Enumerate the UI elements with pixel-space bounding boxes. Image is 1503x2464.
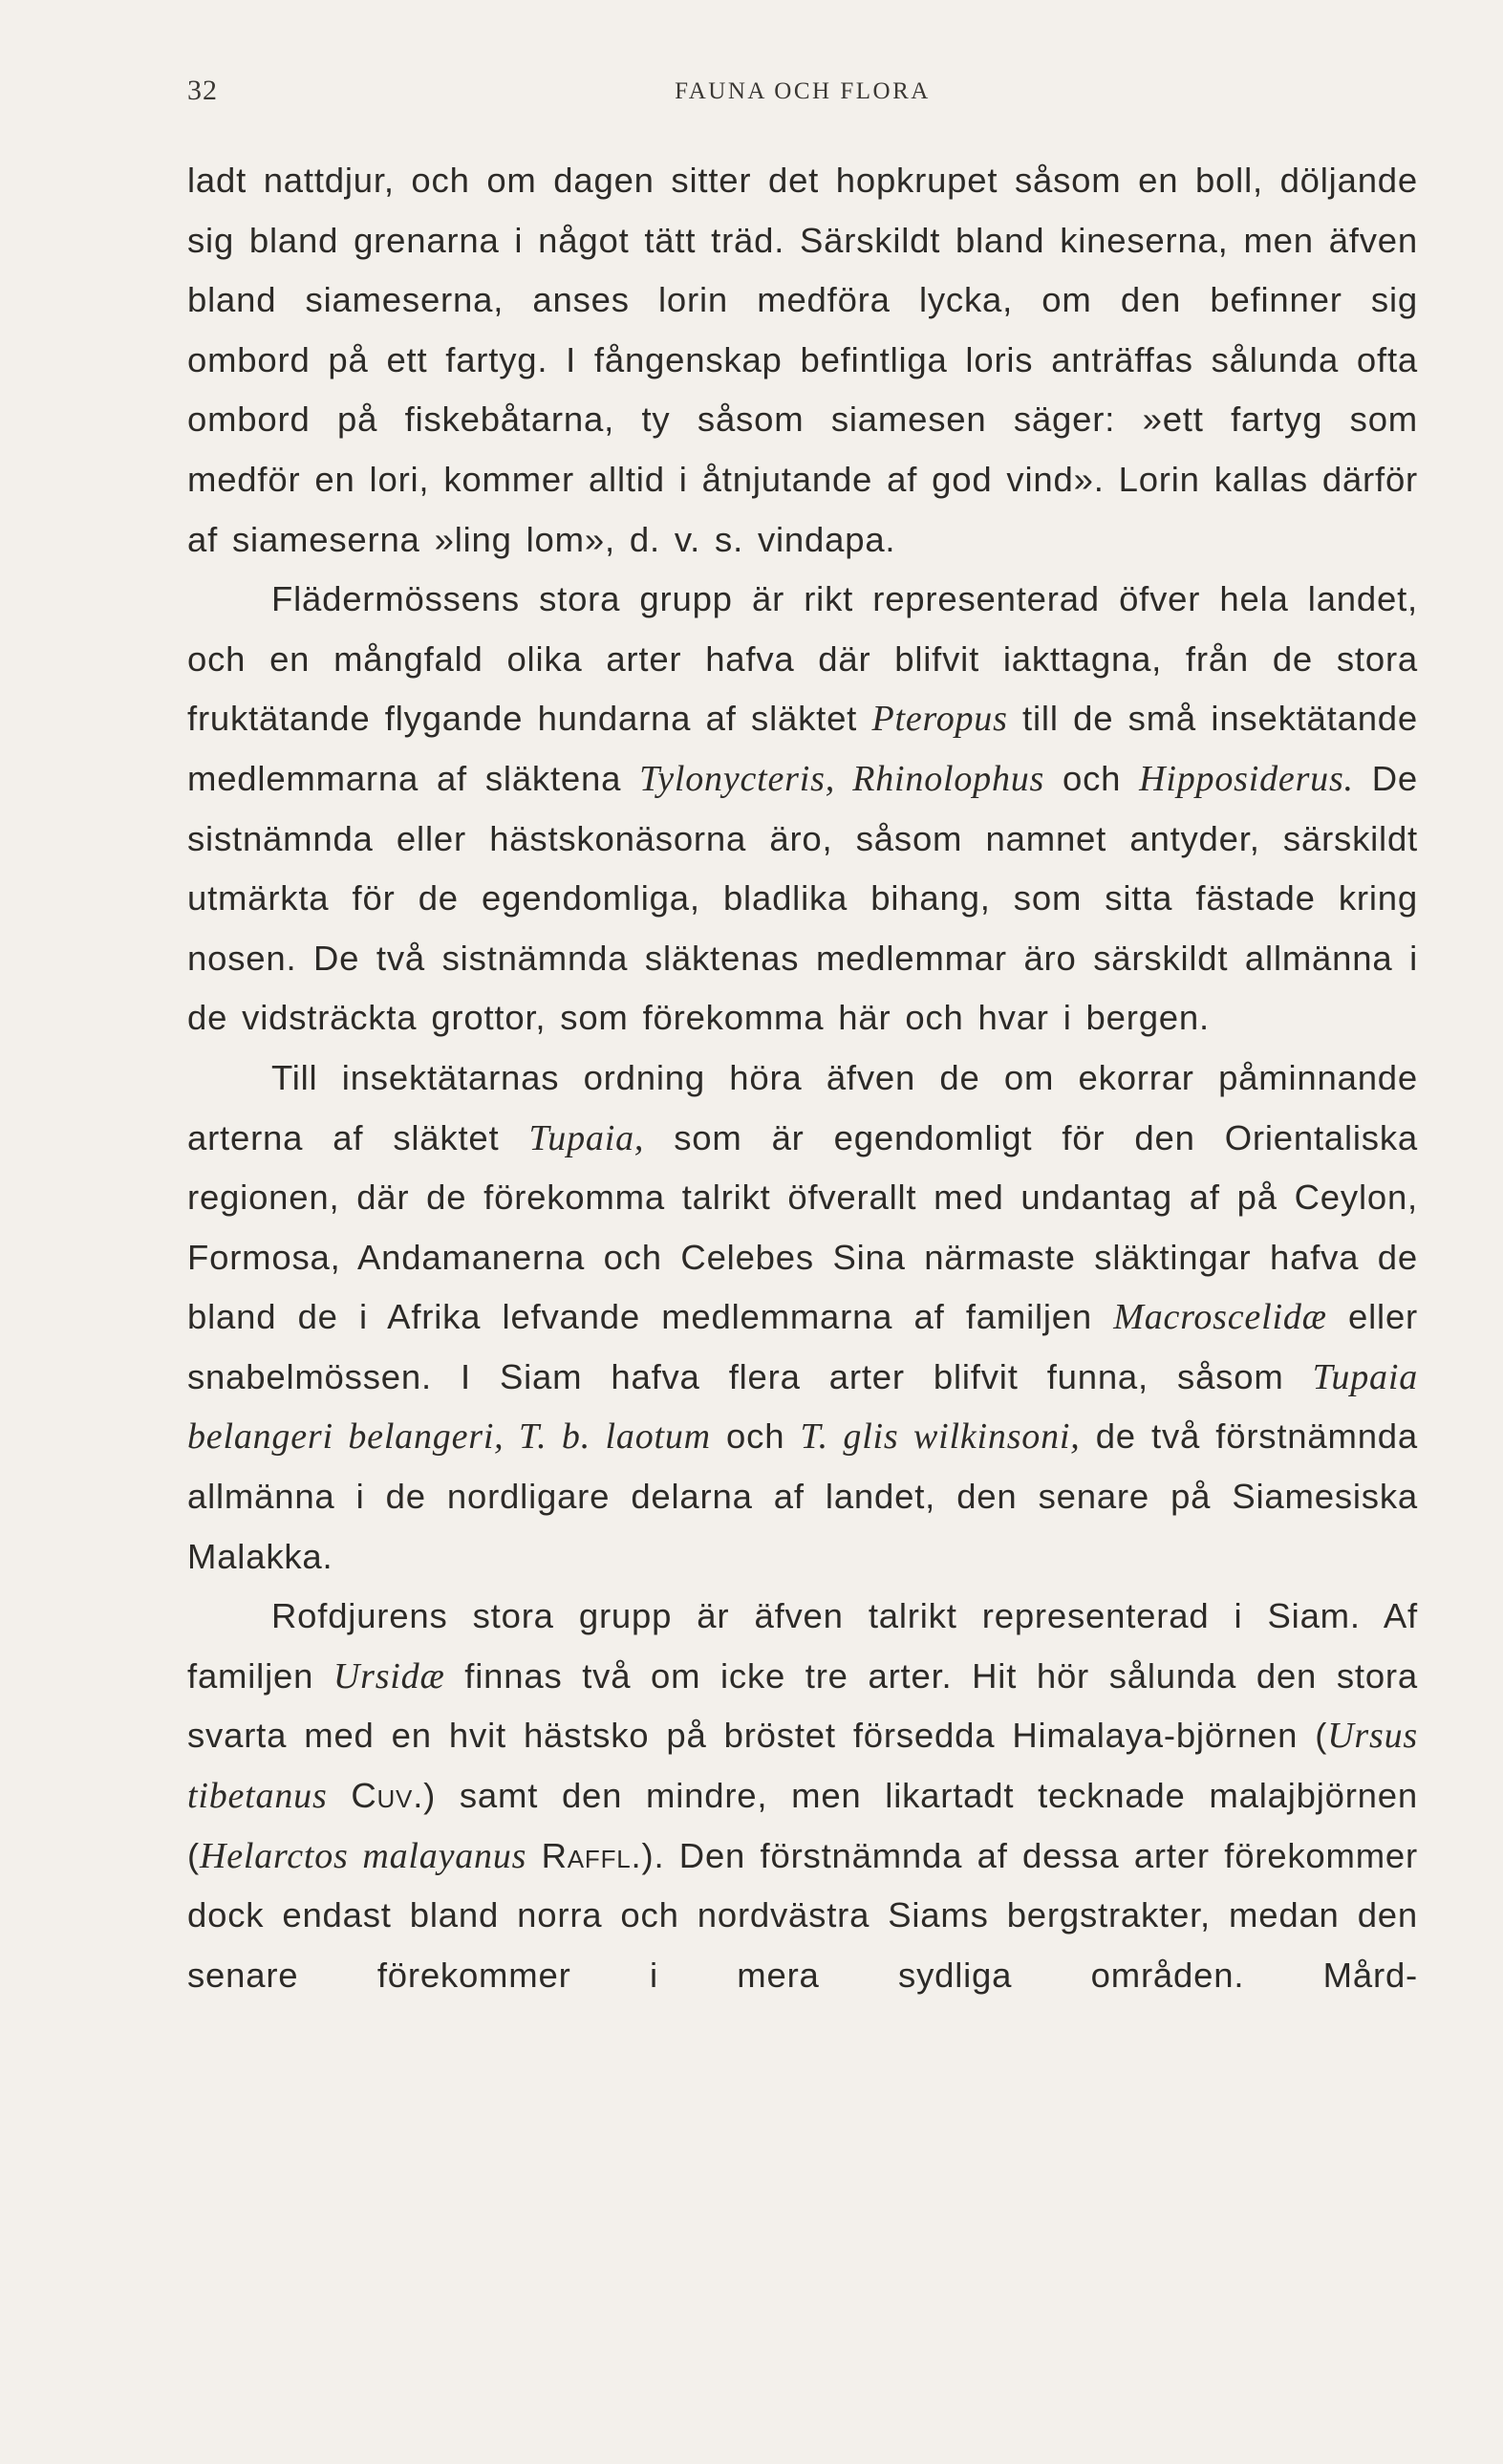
text-run: Flädermössens stora grupp är rikt representerad öfver hela landet, och en mångfald olika arter hafva där blifvit iakttagna, från de stora fruktätande flygande hundarna af släktet — [187, 579, 1418, 739]
italic-term: Tylonycteris, Rhinolophus — [639, 758, 1045, 799]
text-run — [328, 1776, 352, 1815]
text-run: ). Den förstnämnda af dessa arter förekommer dock endast bland norra och nordvästra Siams bergstrakter, medan den senare förekommer i mera sydliga områden. Mård- — [187, 1835, 1418, 1995]
author-abbrev: Cuv. — [351, 1776, 424, 1816]
page-number: 32 — [187, 75, 218, 106]
author-abbrev: Raffl. — [541, 1835, 642, 1875]
italic-term: Macroscelidæ — [1113, 1297, 1327, 1338]
paragraph — [187, 1587, 1418, 2005]
italic-term: Pteropus — [871, 699, 1008, 740]
body-text — [187, 151, 1418, 2005]
italic-term: Hipposiderus. — [1139, 758, 1354, 799]
text-run: finnas två om icke tre arter. Hit hör sålunda den stora svarta med en hvit hästsko på bröstet försedda Himalaya-björnen ( — [187, 1655, 1418, 1756]
italic-term: Tupaia belangeri belangeri, T. b. laotum — [187, 1356, 1418, 1458]
text-run: och — [710, 1416, 801, 1457]
text-run: ladt nattdjur, och om dagen sitter det hopkrupet såsom en boll, döljande sig bland grenarna i något tätt träd. Särskildt bland kineserna, men äfven bland siameserna, anses lorin medföra lycka, om den befinner sig ombord på ett fartyg. I fångenskap befintliga loris anträffas sålunda ofta ombord på fiskebåtarna, ty såsom siamesen säger: »ett fartyg som medför en lori, kommer alltid i åtnjutande af god vind». Lorin kallas därför af siameserna »ling lom», d. v. s. vindapa. — [187, 161, 1418, 559]
text-run: eller snabelmössen. I Siam hafva flera arter blifvit funna, såsom — [187, 1297, 1418, 1396]
text-run: som är egendomligt för den Orientaliska regionen, där de förekomma talrikt öfverallt med undantag af på Ceylon, Formosa, Andamanerna och Celebes Sina närmaste släktingar hafva de bland de i Afrika lefvande medlemmarna af familjen — [187, 1117, 1419, 1337]
italic-term: Ursus tibetanus — [187, 1716, 1418, 1817]
paragraph — [187, 570, 1418, 1048]
text-run: ) samt den mindre, men likartadt tecknade malajbjörnen ( — [187, 1776, 1418, 1875]
text-run: och — [1044, 758, 1140, 798]
text-run — [526, 1836, 541, 1875]
paragraph — [187, 1048, 1418, 1587]
running-title: FAUNA OCH FLORA — [675, 78, 931, 104]
text-run: till de små insektätande medlemmarna af släktena — [187, 699, 1418, 798]
page-header — [187, 75, 1418, 113]
italic-term: Tupaia, — [528, 1117, 645, 1158]
paragraph — [187, 151, 1418, 570]
text-run: de två förstnämnda allmänna i de nordligare delarna af landet, den senare på Siamesiska Malakka. — [187, 1416, 1418, 1576]
italic-term: Helarctos malayanus — [199, 1835, 527, 1876]
text-run: Till insektätarnas ordning höra äfven de om ekorrar påminnande arterna af släktet — [187, 1057, 1418, 1157]
italic-term: Ursidæ — [333, 1655, 445, 1697]
text-run: De sistnämnda eller hästskonäsorna äro, såsom namnet antyder, särskildt utmärkta för de egendomliga, bladlika bihang, som sitta fästade kring nosen. De två sistnämnda släktenas medlemmar äro särskildt allmänna i de vidsträckta grottor, som förekomma här och hvar i bergen. — [187, 758, 1418, 1038]
text-run: Rofdjurens stora grupp är äfven talrikt representerad i Siam. Af familjen — [187, 1596, 1418, 1696]
italic-term: T. glis wilkinsoni, — [800, 1416, 1081, 1458]
